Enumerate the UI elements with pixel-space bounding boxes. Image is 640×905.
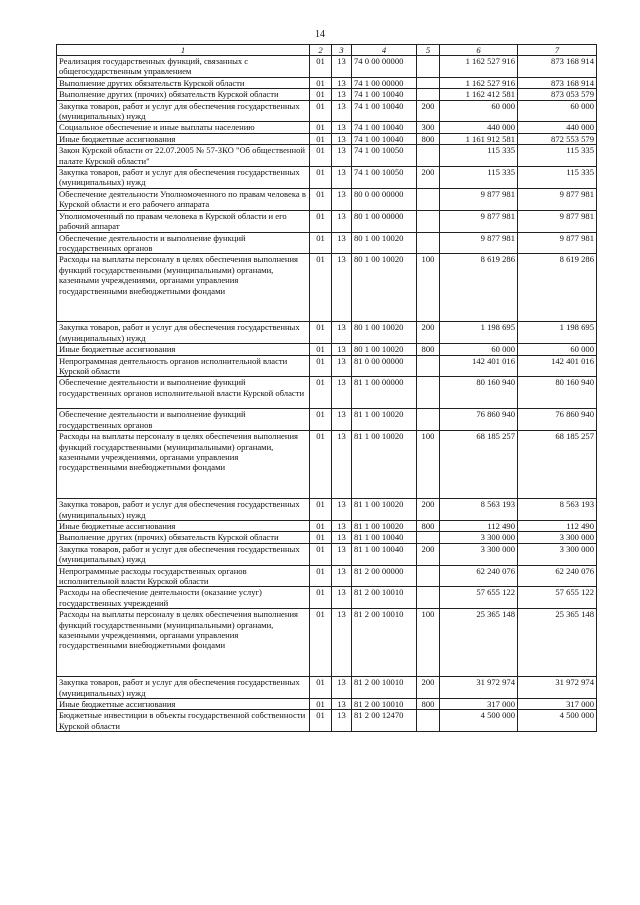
subsection-code-cell: 13 <box>332 520 352 531</box>
section-code-cell: 01 <box>310 254 332 322</box>
table-row <box>57 409 597 431</box>
expense-type-cell <box>417 77 440 88</box>
amount-year1-cell: 80 160 940 <box>440 377 518 409</box>
expense-type-cell: 200 <box>417 543 440 565</box>
section-code-cell: 01 <box>310 167 332 189</box>
amount-year2-cell: 115 335 <box>518 167 597 189</box>
target-article-cell: 81 2 00 10010 <box>352 699 417 710</box>
subsection-code-cell: 13 <box>332 543 352 565</box>
amount-year1-cell: 8 563 193 <box>440 499 518 521</box>
amount-year1-cell: 4 500 000 <box>440 710 518 732</box>
section-code-cell: 01 <box>310 89 332 100</box>
subsection-code-cell: 13 <box>332 565 352 587</box>
subsection-code-cell: 13 <box>332 56 352 78</box>
amount-year2-cell: 57 655 122 <box>518 587 597 609</box>
row-name-cell: Иные бюджетные ассигнования <box>57 520 310 531</box>
expense-type-cell <box>417 409 440 431</box>
section-code-cell: 01 <box>310 133 332 144</box>
amount-year1-cell: 62 240 076 <box>440 565 518 587</box>
section-code-cell: 01 <box>310 344 332 355</box>
target-article-cell: 74 0 00 00000 <box>352 56 417 78</box>
table-row <box>57 232 597 254</box>
row-name-cell: Расходы на выплаты персоналу в целях обеспечения выполнения функций государственными (муниципальными) органами, казенными учреждениями, органами управления государственными внебюджетными фондами <box>57 431 310 499</box>
amount-year1-cell: 142 401 016 <box>440 355 518 377</box>
subsection-code-cell: 13 <box>332 609 352 677</box>
target-article-cell: 80 1 00 10020 <box>352 322 417 344</box>
budget-table <box>56 44 597 732</box>
amount-year2-cell: 1 198 695 <box>518 322 597 344</box>
column-number: 6 <box>440 45 518 56</box>
amount-year2-cell: 9 877 981 <box>518 210 597 232</box>
row-name-cell: Иные бюджетные ассигнования <box>57 344 310 355</box>
table-row <box>57 355 597 377</box>
amount-year1-cell: 115 335 <box>440 167 518 189</box>
expense-type-cell: 800 <box>417 520 440 531</box>
table-row <box>57 167 597 189</box>
expense-type-cell <box>417 56 440 78</box>
target-article-cell: 81 1 00 10020 <box>352 431 417 499</box>
amount-year2-cell: 317 000 <box>518 699 597 710</box>
amount-year2-cell: 76 860 940 <box>518 409 597 431</box>
subsection-code-cell: 13 <box>332 677 352 699</box>
expense-type-cell: 800 <box>417 344 440 355</box>
subsection-code-cell: 13 <box>332 322 352 344</box>
subsection-code-cell: 13 <box>332 355 352 377</box>
row-name-cell: Иные бюджетные ассигнования <box>57 133 310 144</box>
row-name-cell: Обеспечение деятельности и выполнение функций государственных органов исполнительной власти Курской области <box>57 377 310 409</box>
target-article-cell: 74 1 00 10040 <box>352 133 417 144</box>
amount-year1-cell: 60 000 <box>440 100 518 122</box>
amount-year1-cell: 57 655 122 <box>440 587 518 609</box>
section-code-cell: 01 <box>310 587 332 609</box>
row-name-cell: Обеспечение деятельности и выполнение функций государственных органов <box>57 232 310 254</box>
section-code-cell: 01 <box>310 609 332 677</box>
section-code-cell: 01 <box>310 100 332 122</box>
target-article-cell: 81 1 00 00000 <box>352 377 417 409</box>
table-row <box>57 133 597 144</box>
amount-year2-cell: 873 053 579 <box>518 89 597 100</box>
expense-type-cell: 200 <box>417 677 440 699</box>
table-row <box>57 699 597 710</box>
row-name-cell: Обеспечение деятельности Уполномоченного по правам человека в Курской области и его рабочего аппарата <box>57 188 310 210</box>
expense-type-cell: 100 <box>417 431 440 499</box>
expense-type-cell <box>417 210 440 232</box>
amount-year1-cell: 1 162 527 916 <box>440 56 518 78</box>
amount-year2-cell: 31 972 974 <box>518 677 597 699</box>
table-row <box>57 532 597 543</box>
row-name-cell: Обеспечение деятельности и выполнение функций государственных органов <box>57 409 310 431</box>
amount-year2-cell: 112 490 <box>518 520 597 531</box>
subsection-code-cell: 13 <box>332 431 352 499</box>
amount-year1-cell: 440 000 <box>440 122 518 133</box>
subsection-code-cell: 13 <box>332 232 352 254</box>
column-number: 4 <box>352 45 417 56</box>
amount-year2-cell: 8 563 193 <box>518 499 597 521</box>
amount-year1-cell: 3 300 000 <box>440 543 518 565</box>
amount-year1-cell: 112 490 <box>440 520 518 531</box>
expense-type-cell <box>417 587 440 609</box>
expense-type-cell: 800 <box>417 133 440 144</box>
subsection-code-cell: 13 <box>332 133 352 144</box>
target-article-cell: 81 0 00 00000 <box>352 355 417 377</box>
table-row <box>57 499 597 521</box>
row-name-cell: Уполномоченный по правам человека в Курской области и его рабочий аппарат <box>57 210 310 232</box>
target-article-cell: 74 1 00 10050 <box>352 167 417 189</box>
table-row <box>57 145 597 167</box>
amount-year2-cell: 25 365 148 <box>518 609 597 677</box>
table-row <box>57 100 597 122</box>
target-article-cell: 81 1 00 10020 <box>352 409 417 431</box>
row-name-cell: Закупка товаров, работ и услуг для обеспечения государственных (муниципальных) нужд <box>57 677 310 699</box>
table-row <box>57 431 597 499</box>
table-row <box>57 520 597 531</box>
table-row <box>57 89 597 100</box>
section-code-cell: 01 <box>310 322 332 344</box>
expense-type-cell: 100 <box>417 254 440 322</box>
target-article-cell: 74 1 00 10040 <box>352 89 417 100</box>
target-article-cell: 81 1 00 10040 <box>352 532 417 543</box>
section-code-cell: 01 <box>310 499 332 521</box>
section-code-cell: 01 <box>310 431 332 499</box>
amount-year2-cell: 873 168 914 <box>518 56 597 78</box>
expense-type-cell <box>417 565 440 587</box>
table-row <box>57 710 597 732</box>
row-name-cell: Закупка товаров, работ и услуг для обеспечения государственных (муниципальных) нужд <box>57 167 310 189</box>
subsection-code-cell: 13 <box>332 122 352 133</box>
amount-year1-cell: 115 335 <box>440 145 518 167</box>
subsection-code-cell: 13 <box>332 100 352 122</box>
amount-year1-cell: 31 972 974 <box>440 677 518 699</box>
row-name-cell: Выполнение других (прочих) обязательств Курской области <box>57 532 310 543</box>
row-name-cell: Расходы на выплаты персоналу в целях обеспечения выполнения функций государственными (муниципальными) органами, казенными учреждениями, органами управления государственными внебюджетными фондами <box>57 254 310 322</box>
subsection-code-cell: 13 <box>332 344 352 355</box>
target-article-cell: 81 2 00 10010 <box>352 677 417 699</box>
amount-year1-cell: 9 877 981 <box>440 210 518 232</box>
amount-year2-cell: 62 240 076 <box>518 565 597 587</box>
amount-year1-cell: 60 000 <box>440 344 518 355</box>
table-row <box>57 210 597 232</box>
table-row <box>57 188 597 210</box>
row-name-cell: Выполнение других (прочих) обязательств Курской области <box>57 89 310 100</box>
row-name-cell: Закупка товаров, работ и услуг для обеспечения государственных (муниципальных) нужд <box>57 499 310 521</box>
table-row <box>57 565 597 587</box>
expense-type-cell <box>417 145 440 167</box>
target-article-cell: 81 1 00 10020 <box>352 499 417 521</box>
table-row <box>57 122 597 133</box>
amount-year2-cell: 9 877 981 <box>518 232 597 254</box>
amount-year1-cell: 68 185 257 <box>440 431 518 499</box>
table-row <box>57 344 597 355</box>
subsection-code-cell: 13 <box>332 210 352 232</box>
row-name-cell: Непрограммная деятельность органов исполнительной власти Курской области <box>57 355 310 377</box>
section-code-cell: 01 <box>310 210 332 232</box>
target-article-cell: 81 2 00 10010 <box>352 587 417 609</box>
subsection-code-cell: 13 <box>332 699 352 710</box>
subsection-code-cell: 13 <box>332 145 352 167</box>
target-article-cell: 80 1 00 00000 <box>352 210 417 232</box>
column-number: 5 <box>417 45 440 56</box>
section-code-cell: 01 <box>310 56 332 78</box>
amount-year1-cell: 25 365 148 <box>440 609 518 677</box>
subsection-code-cell: 13 <box>332 409 352 431</box>
expense-type-cell <box>417 188 440 210</box>
target-article-cell: 81 2 00 00000 <box>352 565 417 587</box>
amount-year2-cell: 142 401 016 <box>518 355 597 377</box>
column-number: 2 <box>310 45 332 56</box>
amount-year2-cell: 3 300 000 <box>518 543 597 565</box>
amount-year2-cell: 4 500 000 <box>518 710 597 732</box>
amount-year1-cell: 1 162 412 581 <box>440 89 518 100</box>
row-name-cell: Реализация государственных функций, связанных с общегосударственным управлением <box>57 56 310 78</box>
amount-year1-cell: 76 860 940 <box>440 409 518 431</box>
table-row <box>57 56 597 78</box>
table-row <box>57 77 597 88</box>
row-name-cell: Закон Курской области от 22.07.2005 № 57-ЗКО "Об общественной палате Курской области" <box>57 145 310 167</box>
subsection-code-cell: 13 <box>332 89 352 100</box>
subsection-code-cell: 13 <box>332 532 352 543</box>
section-code-cell: 01 <box>310 699 332 710</box>
table-row <box>57 587 597 609</box>
section-code-cell: 01 <box>310 565 332 587</box>
target-article-cell: 81 1 00 10020 <box>352 520 417 531</box>
amount-year2-cell: 8 619 286 <box>518 254 597 322</box>
expense-type-cell <box>417 710 440 732</box>
target-article-cell: 81 1 00 10040 <box>352 543 417 565</box>
subsection-code-cell: 13 <box>332 167 352 189</box>
amount-year2-cell: 872 553 579 <box>518 133 597 144</box>
expense-type-cell: 300 <box>417 122 440 133</box>
amount-year1-cell: 8 619 286 <box>440 254 518 322</box>
subsection-code-cell: 13 <box>332 499 352 521</box>
amount-year1-cell: 317 000 <box>440 699 518 710</box>
subsection-code-cell: 13 <box>332 587 352 609</box>
expense-type-cell <box>417 532 440 543</box>
target-article-cell: 74 1 00 10050 <box>352 145 417 167</box>
section-code-cell: 01 <box>310 677 332 699</box>
target-article-cell: 80 1 00 10020 <box>352 232 417 254</box>
section-code-cell: 01 <box>310 520 332 531</box>
amount-year2-cell: 115 335 <box>518 145 597 167</box>
row-name-cell: Закупка товаров, работ и услуг для обеспечения государственных (муниципальных) нужд <box>57 543 310 565</box>
table-row <box>57 609 597 677</box>
amount-year2-cell: 68 185 257 <box>518 431 597 499</box>
amount-year1-cell: 9 877 981 <box>440 232 518 254</box>
subsection-code-cell: 13 <box>332 710 352 732</box>
column-number-row <box>57 45 597 56</box>
amount-year1-cell: 1 198 695 <box>440 322 518 344</box>
row-name-cell: Бюджетные инвестиции в объекты государственной собственности Курской области <box>57 710 310 732</box>
amount-year2-cell: 80 160 940 <box>518 377 597 409</box>
section-code-cell: 01 <box>310 145 332 167</box>
row-name-cell: Расходы на выплаты персоналу в целях обеспечения выполнения функций государственными (муниципальными) органами, казенными учреждениями, органами управления государственными внебюджетными фондами <box>57 609 310 677</box>
section-code-cell: 01 <box>310 232 332 254</box>
target-article-cell: 80 0 00 00000 <box>352 188 417 210</box>
section-code-cell: 01 <box>310 122 332 133</box>
column-number: 1 <box>57 45 310 56</box>
subsection-code-cell: 13 <box>332 254 352 322</box>
target-article-cell: 81 2 00 10010 <box>352 609 417 677</box>
table-row <box>57 322 597 344</box>
row-name-cell: Закупка товаров, работ и услуг для обеспечения государственных (муниципальных) нужд <box>57 100 310 122</box>
expense-type-cell: 800 <box>417 699 440 710</box>
row-name-cell: Социальное обеспечение и иные выплаты населению <box>57 122 310 133</box>
row-name-cell: Иные бюджетные ассигнования <box>57 699 310 710</box>
row-name-cell: Непрограммные расходы государственных органов исполнительной власти Курской области <box>57 565 310 587</box>
expense-type-cell: 200 <box>417 167 440 189</box>
expense-type-cell: 100 <box>417 609 440 677</box>
amount-year2-cell: 60 000 <box>518 344 597 355</box>
expense-type-cell <box>417 89 440 100</box>
column-number: 7 <box>518 45 597 56</box>
amount-year1-cell: 1 162 527 916 <box>440 77 518 88</box>
expense-type-cell <box>417 232 440 254</box>
row-name-cell: Расходы на обеспечение деятельности (оказание услуг) государственных учреждений <box>57 587 310 609</box>
expense-type-cell: 200 <box>417 322 440 344</box>
section-code-cell: 01 <box>310 377 332 409</box>
section-code-cell: 01 <box>310 532 332 543</box>
section-code-cell: 01 <box>310 409 332 431</box>
table-row <box>57 377 597 409</box>
row-name-cell: Выполнение других обязательств Курской области <box>57 77 310 88</box>
section-code-cell: 01 <box>310 355 332 377</box>
section-code-cell: 01 <box>310 543 332 565</box>
target-article-cell: 80 1 00 10020 <box>352 254 417 322</box>
amount-year2-cell: 3 300 000 <box>518 532 597 543</box>
target-article-cell: 74 1 00 10040 <box>352 122 417 133</box>
expense-type-cell <box>417 377 440 409</box>
subsection-code-cell: 13 <box>332 188 352 210</box>
table-row <box>57 543 597 565</box>
amount-year1-cell: 1 161 912 581 <box>440 133 518 144</box>
page-number: 14 <box>315 29 325 40</box>
target-article-cell: 74 1 00 10040 <box>352 100 417 122</box>
section-code-cell: 01 <box>310 710 332 732</box>
amount-year2-cell: 440 000 <box>518 122 597 133</box>
target-article-cell: 80 1 00 10020 <box>352 344 417 355</box>
subsection-code-cell: 13 <box>332 377 352 409</box>
section-code-cell: 01 <box>310 77 332 88</box>
subsection-code-cell: 13 <box>332 77 352 88</box>
table-row <box>57 254 597 322</box>
amount-year1-cell: 9 877 981 <box>440 188 518 210</box>
amount-year1-cell: 3 300 000 <box>440 532 518 543</box>
row-name-cell: Закупка товаров, работ и услуг для обеспечения государственных (муниципальных) нужд <box>57 322 310 344</box>
expense-type-cell <box>417 355 440 377</box>
section-code-cell: 01 <box>310 188 332 210</box>
expense-type-cell: 200 <box>417 499 440 521</box>
table-row <box>57 677 597 699</box>
expense-type-cell: 200 <box>417 100 440 122</box>
column-number: 3 <box>332 45 352 56</box>
target-article-cell: 74 1 00 00000 <box>352 77 417 88</box>
amount-year2-cell: 60 000 <box>518 100 597 122</box>
amount-year2-cell: 9 877 981 <box>518 188 597 210</box>
target-article-cell: 81 2 00 12470 <box>352 710 417 732</box>
amount-year2-cell: 873 168 914 <box>518 77 597 88</box>
